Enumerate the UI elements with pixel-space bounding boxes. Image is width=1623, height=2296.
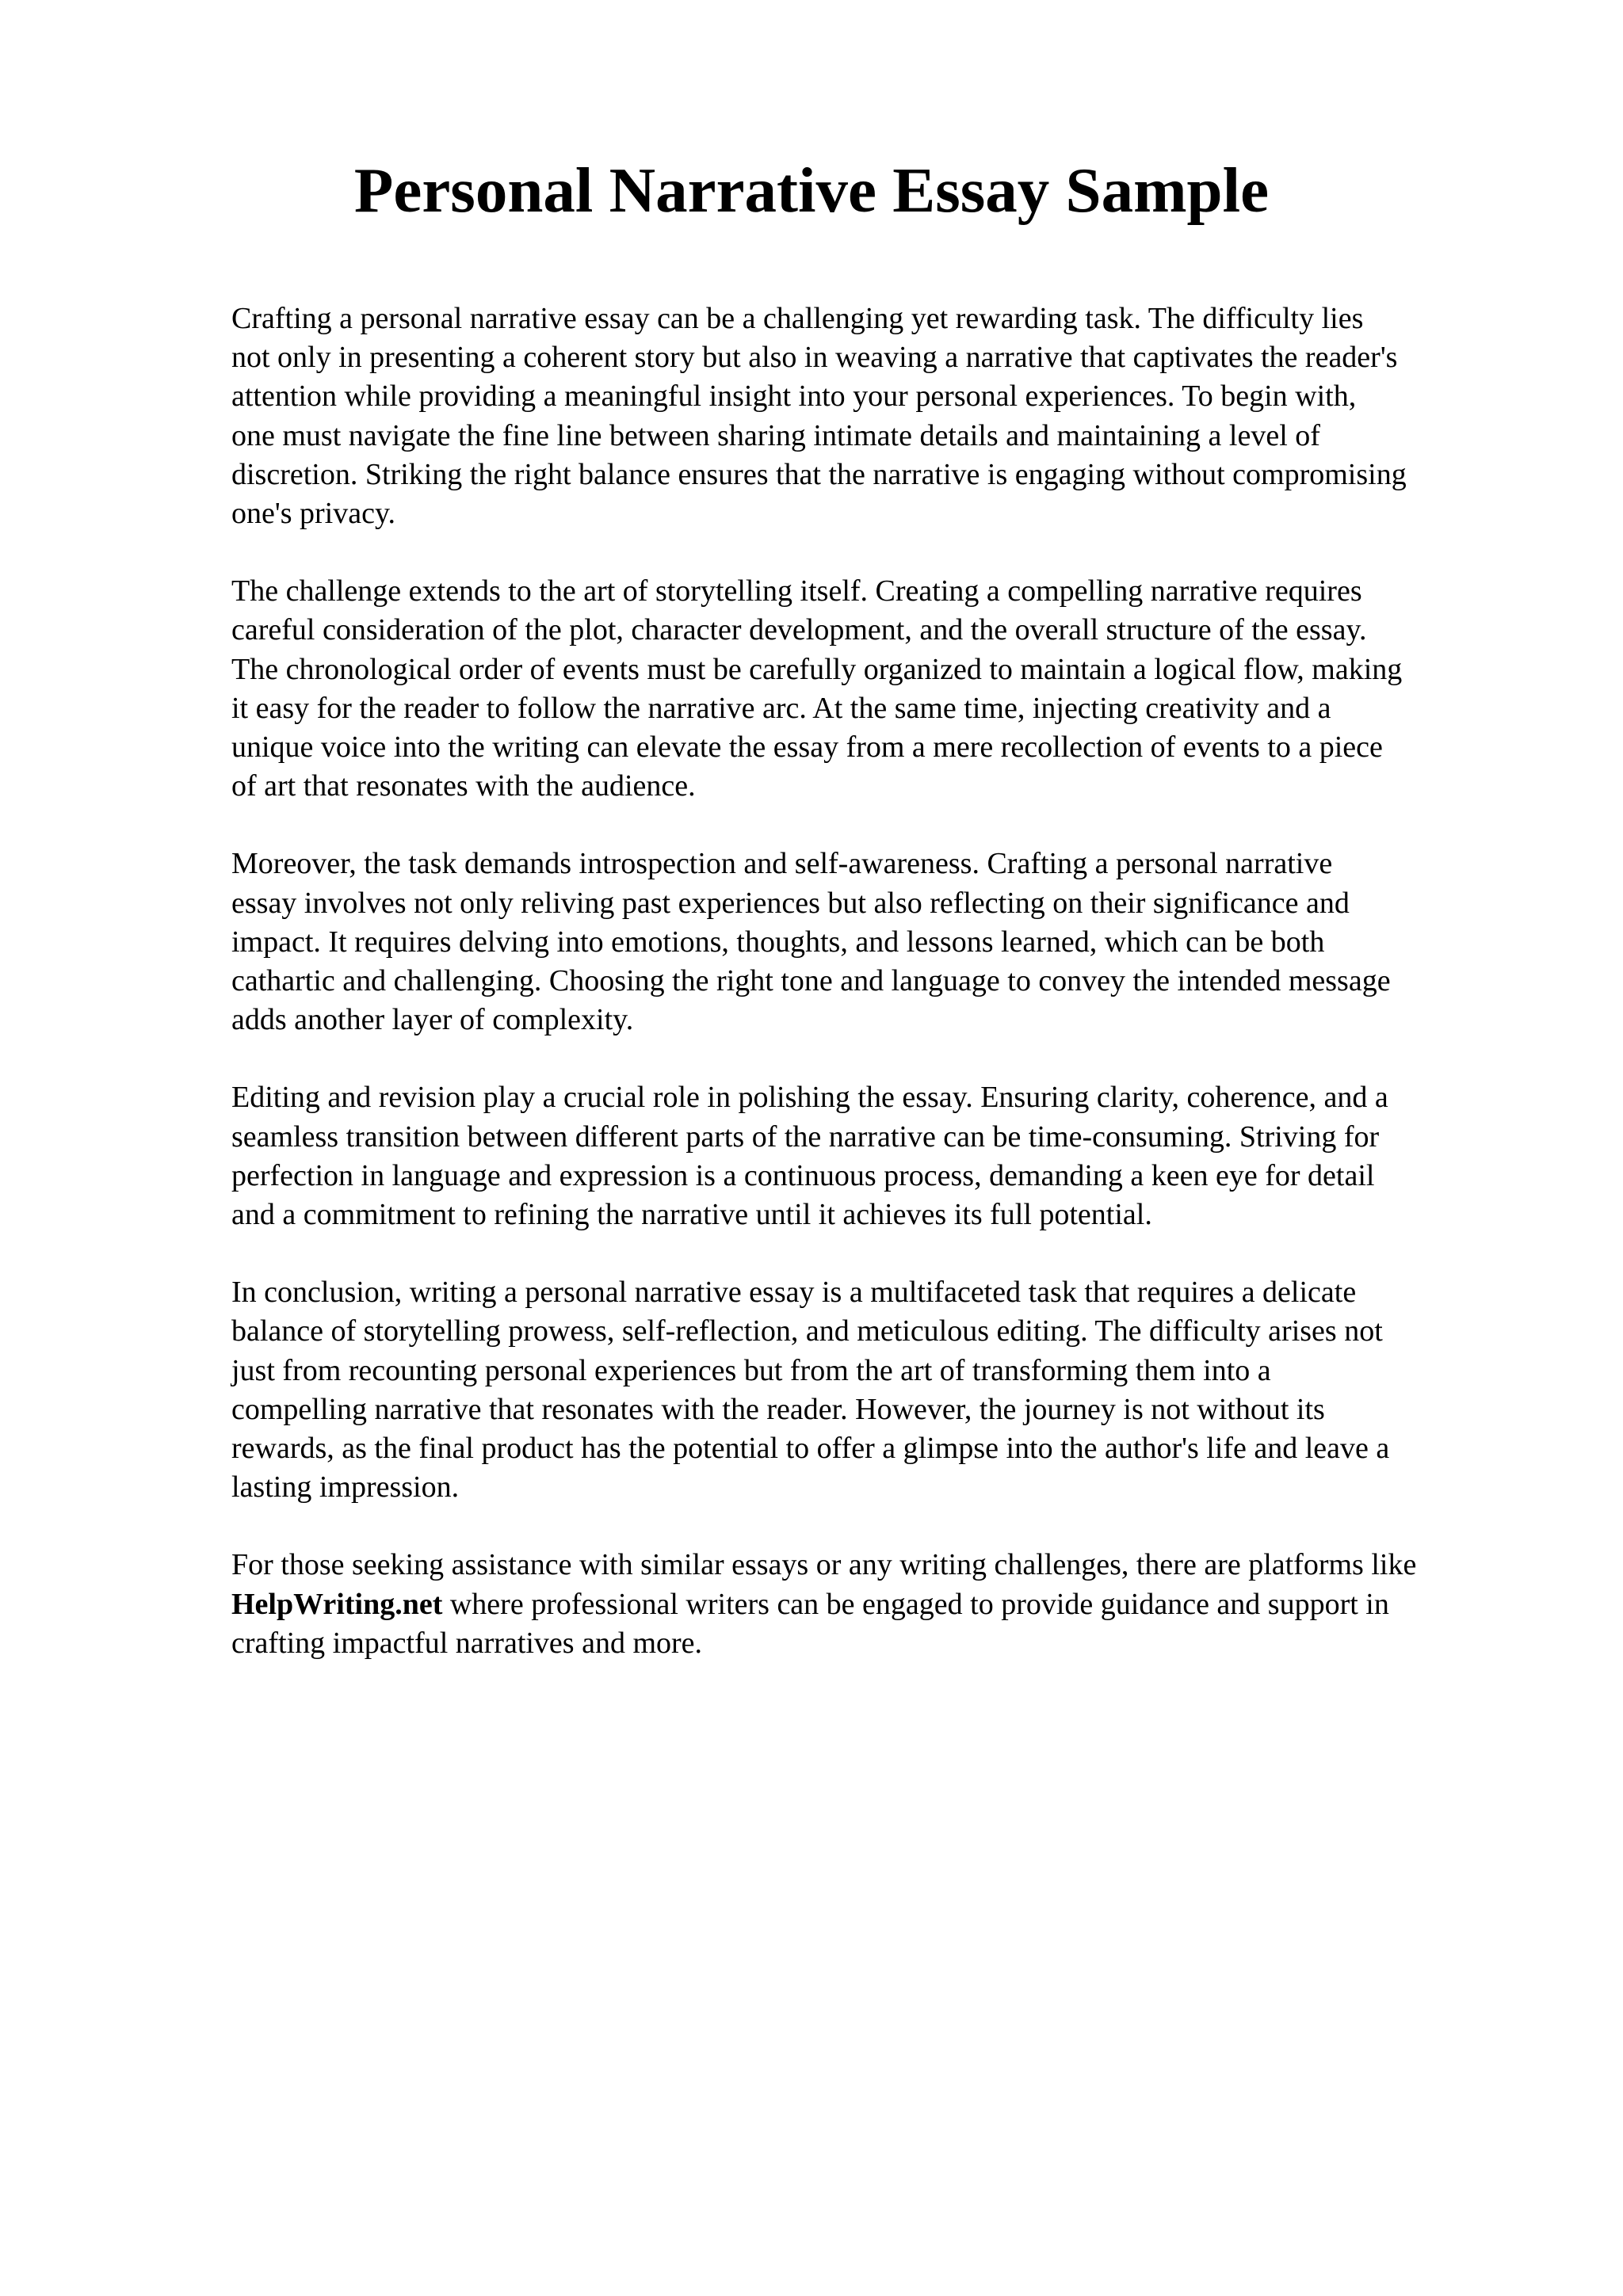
text-line: discretion. Striking the right balance ensures that the narrative is engaging without compromising [231, 457, 1407, 491]
page-title: Personal Narrative Essay Sample [353, 154, 1270, 226]
text-line: seamless transition between different parts of the narrative can be time-consuming. Striving for [231, 1119, 1380, 1154]
text-line: Crafting a personal narrative essay can be a challenging yet rewarding task. The difficulty lies [231, 302, 1364, 335]
closing-line-2-text: where professional writers can be engaged to provide guidance and support in [442, 1587, 1389, 1621]
text-line: In conclusion, writing a personal narrative essay is a multifaceted task that requires a delicate [231, 1276, 1357, 1310]
text-line: The challenge extends to the art of storytelling itself. Creating a compelling narrative requires [231, 574, 1362, 608]
text-line: crafting impactful narratives and more. [231, 1626, 703, 1660]
text-line: one must navigate the fine line between sharing intimate details and maintaining a level of [231, 418, 1320, 452]
text-line: not only in presenting a coherent story but also in weaving a narrative that captivates the reader's [231, 341, 1398, 375]
text-line: rewards, as the final product has the potential to offer a glimpse into the author's life and leave a [231, 1432, 1390, 1466]
closing-paragraph [231, 1546, 1531, 1663]
text-line [231, 1585, 1531, 1624]
text-line: essay involves not only reliving past experiences but also reflecting on their significance and [231, 886, 1350, 920]
text-line: Editing and revision play a crucial role in polishing the essay. Ensuring clarity, coherence, and a [231, 1081, 1388, 1115]
essay-body [231, 299, 1531, 1702]
text-line: For those seeking assistance with similar essays or any writing challenges, there are platforms like [231, 1548, 1417, 1582]
helpwriting-link[interactable]: HelpWriting.net [231, 1587, 443, 1621]
text-line: just from recounting personal experiences but from the art of transforming them into a [231, 1353, 1271, 1387]
text-line: impact. It requires delving into emotions, thoughts, and lessons learned, which can be both [231, 925, 1325, 959]
text-line: and a commitment to refining the narrative until it achieves its full potential. [231, 1198, 1152, 1232]
paragraph-1 [231, 299, 1531, 533]
text-line: cathartic and challenging. Choosing the right tone and language to convey the intended message [231, 964, 1391, 998]
paragraph-5 [231, 1273, 1531, 1507]
paragraph-2 [231, 572, 1531, 806]
text-line: perfection in language and expression is a continuous process, demanding a keen eye for detail [231, 1158, 1375, 1192]
text-line: balance of storytelling prowess, self-reflection, and meticulous editing. The difficulty arises not [231, 1314, 1383, 1348]
text-line: attention while providing a meaningful insight into your personal experiences. To begin with, [231, 379, 1357, 414]
text-line: of art that resonates with the audience. [231, 769, 696, 803]
text-line: adds another layer of complexity. [231, 1003, 634, 1037]
text-line: one's privacy. [231, 497, 395, 531]
paragraph-3 [231, 845, 1531, 1039]
text-line: compelling narrative that resonates with the reader. However, the journey is not without its [231, 1392, 1325, 1426]
text-line: unique voice into the writing can elevate the essay from a mere recollection of events to a piece [231, 730, 1383, 765]
text-line: careful consideration of the plot, character development, and the overall structure of the essay. [231, 613, 1367, 647]
text-line: The chronological order of events must be carefully organized to maintain a logical flow, making [231, 652, 1403, 686]
text-line: lasting impression. [231, 1470, 460, 1505]
text-line: Moreover, the task demands introspection and self-awareness. Crafting a personal narrative [231, 847, 1333, 881]
paragraph-4 [231, 1078, 1531, 1234]
text-line: it easy for the reader to follow the narrative arc. At the same time, injecting creativity and a [231, 691, 1331, 725]
